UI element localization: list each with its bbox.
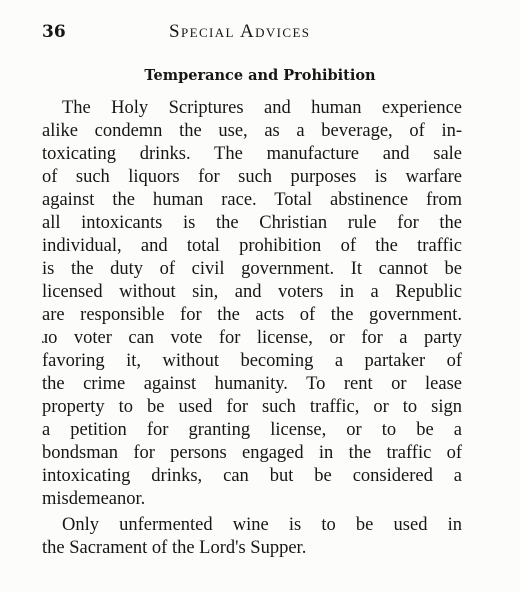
text-line: licensed without sin, and voters in a Republic (42, 282, 462, 302)
text-line: are responsible for the acts of the government. (42, 305, 462, 325)
text-line: the Sacrament of the Lord's Supper. (42, 538, 307, 558)
text-line: the crime against humanity. To rent or lease (42, 374, 462, 394)
text-line: misdemeanor. (42, 489, 146, 509)
text-line: of such liquors for such purposes is warfare (42, 167, 462, 187)
text-line: bondsman for persons engaged in the traffic of (42, 443, 462, 463)
text-line: Only unfermented wine is to be used in (62, 515, 462, 535)
section-heading: Temperance and Prohibition (144, 67, 376, 84)
page-number: 36 (42, 22, 66, 42)
text-line: The Holy Scriptures and human experience (62, 98, 462, 118)
text-line: a petition for granting license, or to be a (42, 420, 462, 440)
text-line: is the duty of civil government. It cannot be (42, 259, 462, 279)
text-line: favoring it, without becoming a partaker of (42, 351, 462, 371)
running-head (42, 20, 462, 46)
text-line: intoxicating drinks, can but be considered a (42, 466, 462, 486)
text-line: property to be used for such traffic, or to sign (42, 397, 462, 417)
text-line: individual, and total prohibition of the traffic (42, 236, 462, 256)
text-line: alike condemn the use, as a beverage, of in- (42, 121, 462, 141)
text-line: all intoxicants is the Christian rule for the (42, 213, 462, 233)
text-line: ɹo voter can vote for license, or for a party (42, 328, 462, 348)
text-line: toxicating drinks. The manufacture and sale (42, 144, 462, 164)
text-line: against the human race. Total abstinence from (42, 190, 462, 210)
running-head-title: Special Advices (169, 21, 311, 42)
